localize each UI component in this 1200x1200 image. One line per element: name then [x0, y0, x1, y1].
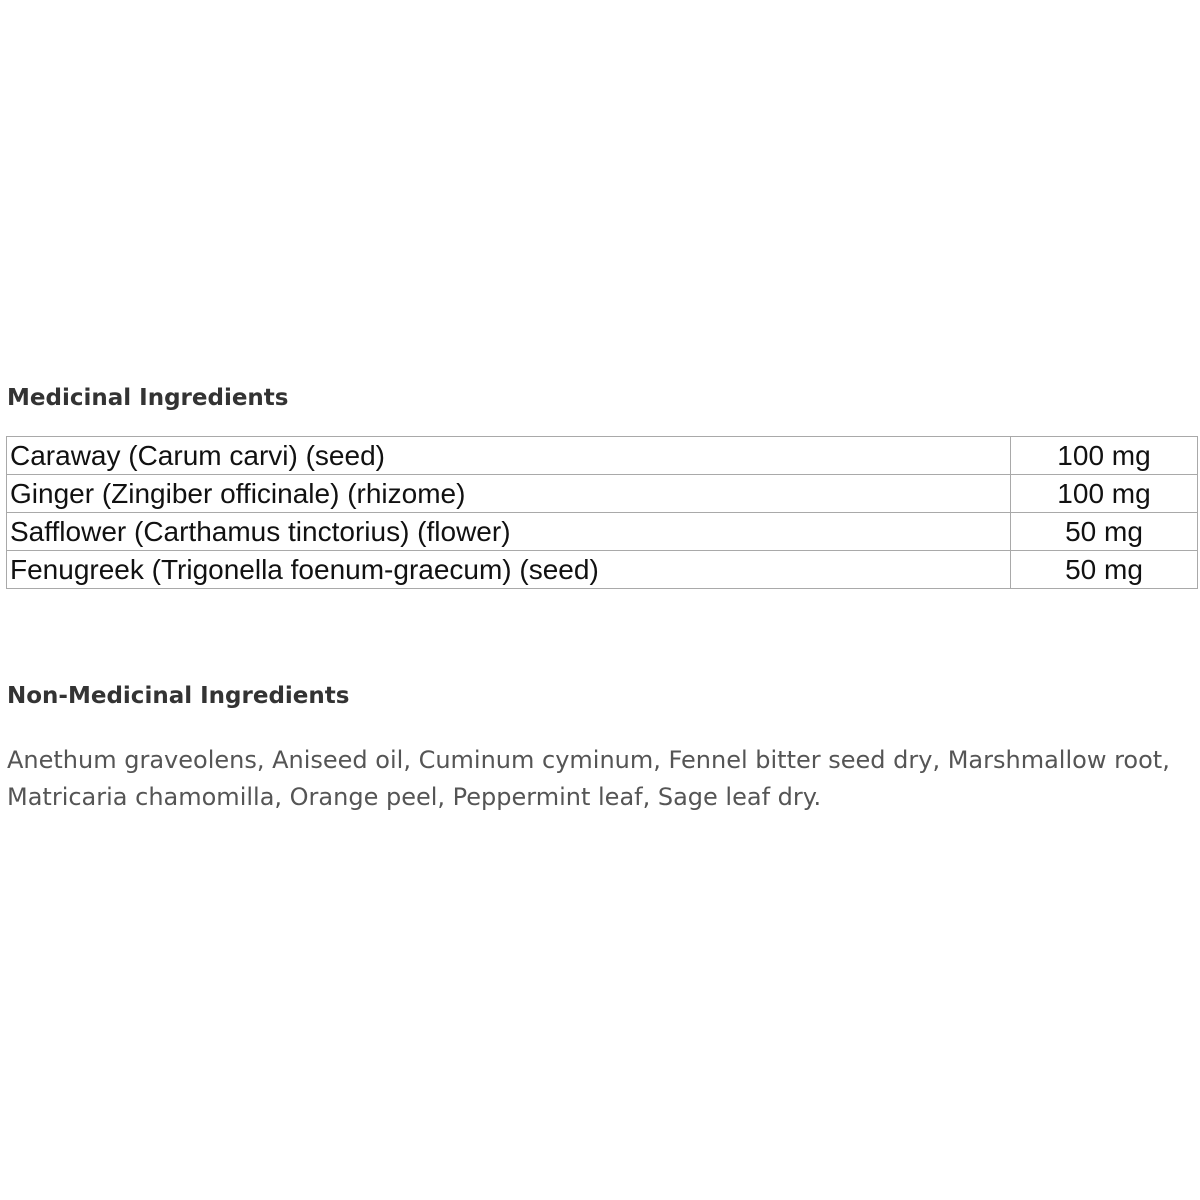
table-row [7, 551, 1198, 589]
non-medicinal-ingredients-list: Anethum graveolens, Aniseed oil, Cuminum cyminum, Fennel bitter seed dry, Marshmallow root, Matricaria chamomilla, Orange peel, Peppermint leaf, Sage leaf dry. [7, 746, 1170, 811]
ingredient-amount: 100 mg [1011, 475, 1198, 513]
ingredient-amount: 50 mg [1011, 551, 1198, 589]
table-row [7, 513, 1198, 551]
ingredient-amount: 50 mg [1011, 513, 1198, 551]
ingredient-name: Safflower (Carthamus tinctorius) (flower) [7, 513, 1011, 551]
table-row [7, 475, 1198, 513]
ingredient-name: Ginger (Zingiber officinale) (rhizome) [7, 475, 1011, 513]
ingredient-name: Caraway (Carum carvi) (seed) [7, 437, 1011, 475]
table-row [7, 437, 1198, 475]
medicinal-ingredients-table [6, 436, 1198, 589]
ingredient-amount: 100 mg [1011, 437, 1198, 475]
ingredient-name: Fenugreek (Trigonella foenum-graecum) (seed) [7, 551, 1011, 589]
medicinal-ingredients-heading: Medicinal Ingredients [7, 385, 289, 411]
non-medicinal-ingredients-heading: Non-Medicinal Ingredients [7, 683, 350, 709]
